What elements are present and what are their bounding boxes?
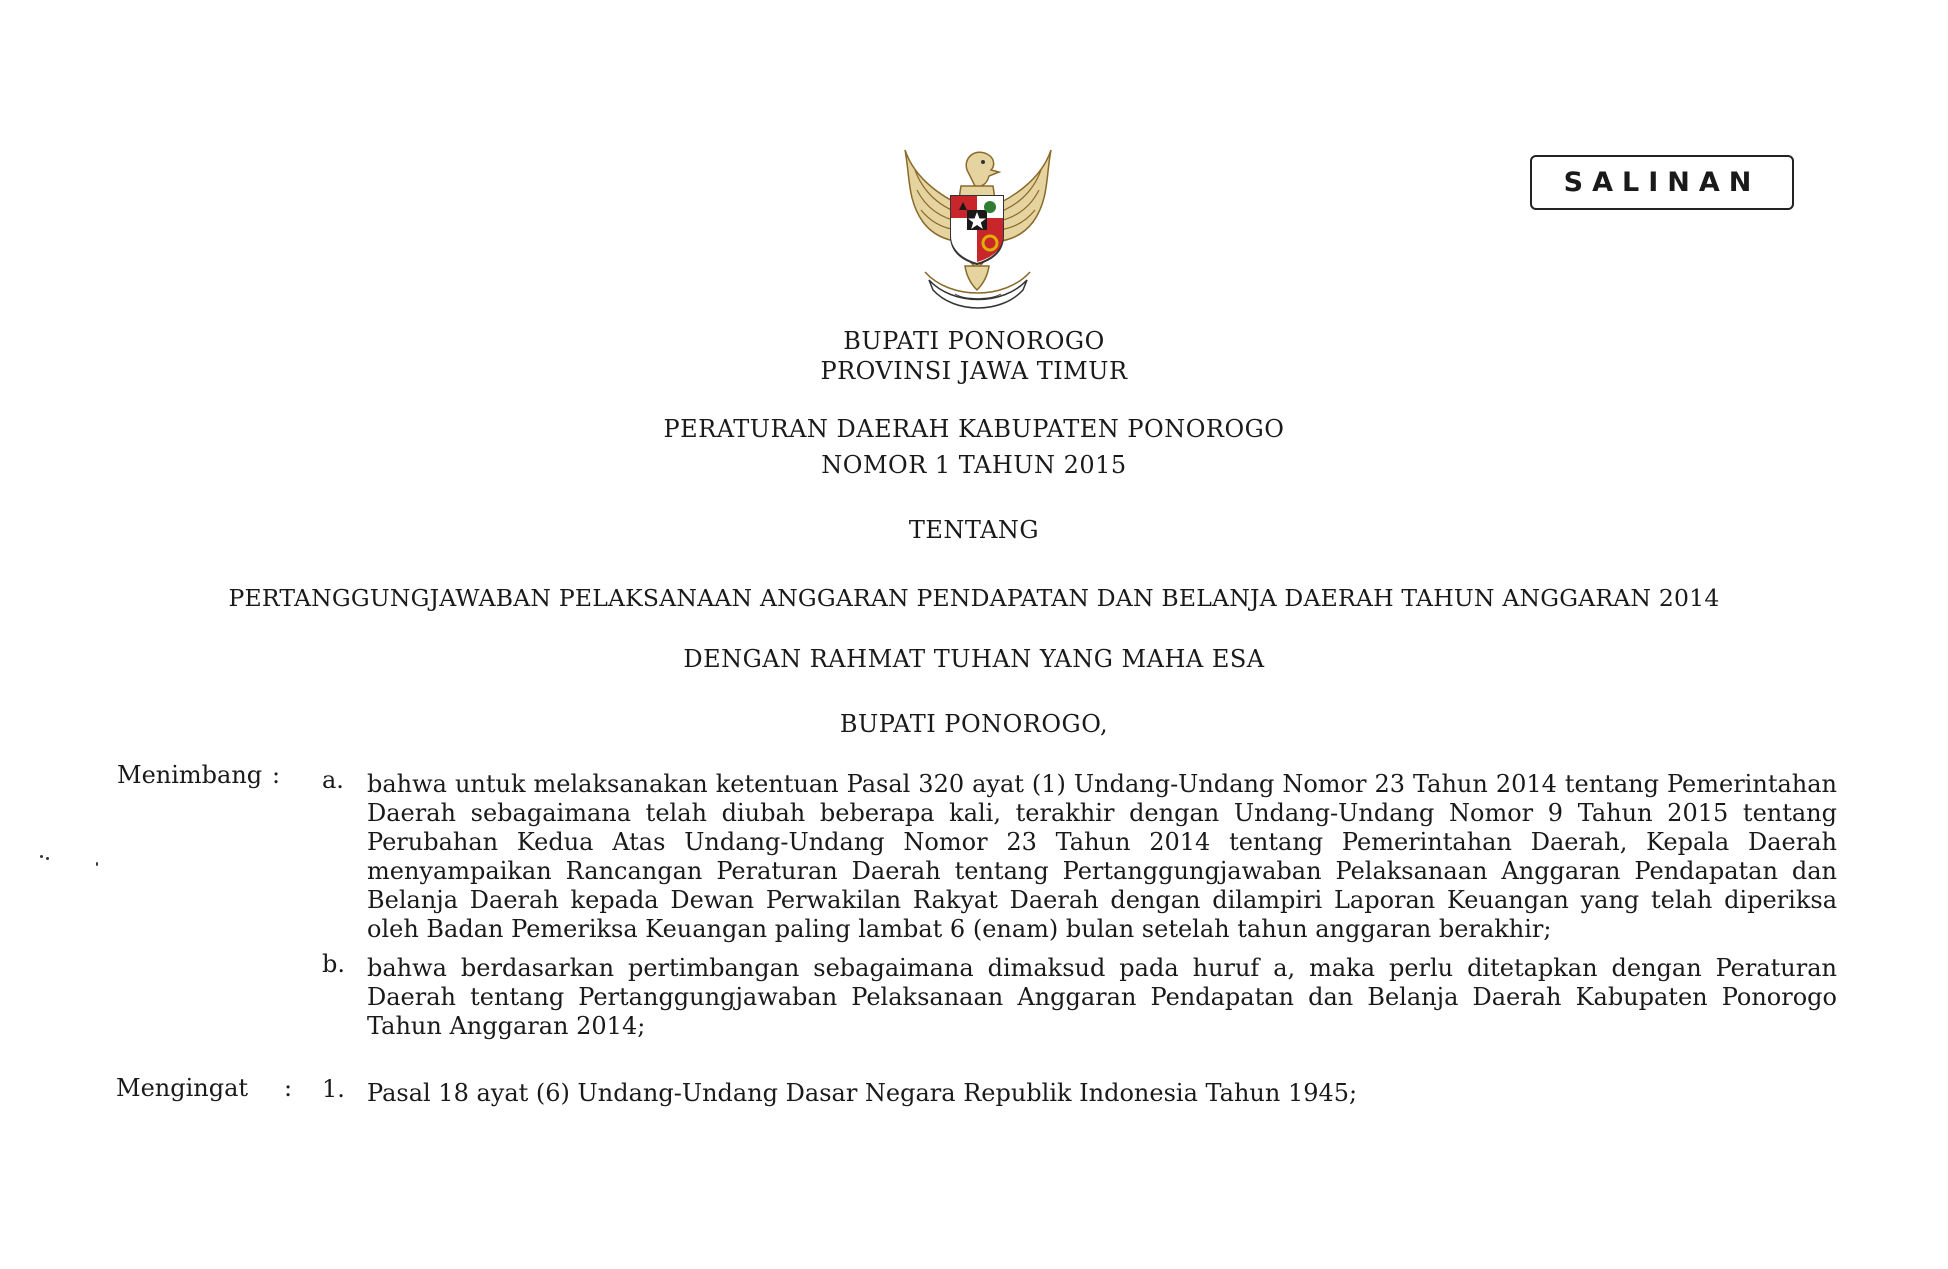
stamp-label: SALINAN — [1563, 167, 1761, 198]
salinan-stamp — [1530, 155, 1794, 210]
menimbang-item-text: bahwa berdasarkan pertimbangan sebagaimana dimaksud pada huruf a, maka perlu ditetapkan dengan Peraturan Daerah tentang Pertanggungjawaban Pelaksanaan Anggaran Pendapatan dan Belanja Daerah Kabupaten Ponorogo Tahun Anggaran 2014; — [367, 954, 1837, 1040]
header-office: BUPATI PONOROGO — [843, 327, 1105, 355]
preamble-blessing: DENGAN RAHMAT TUHAN YANG MAHA ESA — [683, 645, 1265, 673]
header-province: PROVINSI JAWA TIMUR — [820, 357, 1128, 385]
menimbang-label: Menimbang — [117, 761, 263, 789]
mengingat-colon: : — [284, 1074, 293, 1102]
mengingat-item-text: Pasal 18 ayat (6) Undang-Undang Dasar Negara Republik Indonesia Tahun 1945; — [367, 1079, 1358, 1107]
regulation-subject: PERTANGGUNGJAWABAN PELAKSANAAN ANGGARAN PENDAPATAN DAN BELANJA DAERAH TAHUN ANGGARAN 2014 — [228, 584, 1720, 612]
mengingat-label: Mengingat — [116, 1074, 249, 1102]
menimbang-colon: : — [272, 761, 281, 789]
garuda-emblem-icon — [895, 140, 1060, 310]
regulation-number: NOMOR 1 TAHUN 2015 — [821, 451, 1127, 479]
regulation-title: PERATURAN DAERAH KABUPATEN PONOROGO — [663, 415, 1285, 443]
scan-speck — [40, 855, 43, 858]
mengingat-item-marker: 1. — [322, 1075, 345, 1103]
garuda-pancasila-emblem — [895, 140, 1060, 310]
regulation-about: TENTANG — [908, 516, 1040, 544]
menimbang-item-marker: a. — [322, 766, 344, 794]
scan-speck — [96, 862, 98, 866]
preamble-authority: BUPATI PONOROGO, — [839, 710, 1109, 738]
scan-speck — [46, 857, 49, 860]
menimbang-item-text: bahwa untuk melaksanakan ketentuan Pasal 320 ayat (1) Undang-Undang Nomor 23 Tahun 2014 tentang Pemerintahan Daerah sebagaimana telah diubah beberapa kali, terakhir dengan Undang-Undang Nomor 9 Tahun 2015 tentang Perubahan Kedua Atas Undang-Undang Nomor 23 Tahun 2014 tentang Pemerintahan Daerah, Kepala Daerah menyampaikan Rancangan Peraturan Daerah tentang Pertanggungjawaban Pelaksanaan Anggaran Pendapatan dan Belanja Daerah kepada Dewan Perwakilan Rakyat Daerah dengan dilampiri Laporan Keuangan yang telah diperiksa oleh Badan Pemeriksa Keuangan paling lambat 6 (enam) bulan setelah tahun anggaran berakhir; — [367, 770, 1837, 943]
menimbang-item-marker: b. — [322, 950, 345, 978]
